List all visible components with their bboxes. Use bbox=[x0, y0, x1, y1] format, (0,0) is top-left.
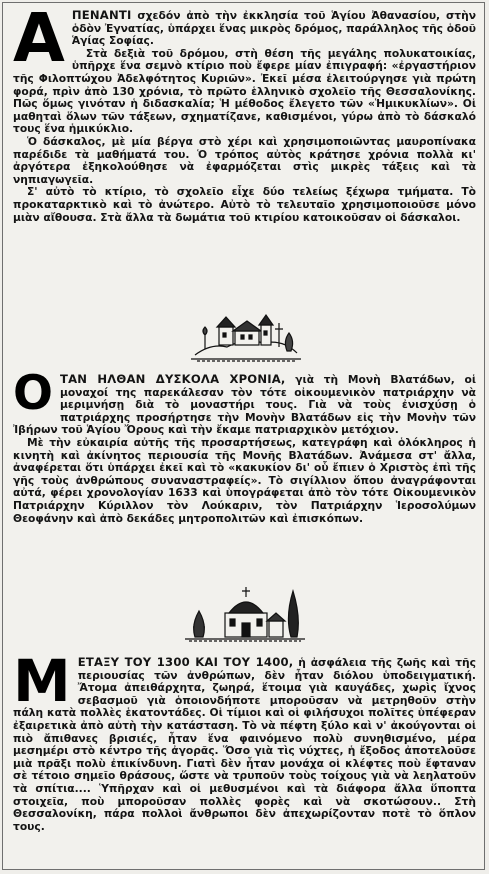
paragraph-1: γιὰ τὴ Μονὴ Βλατάδων, οἱ μοναχοί της παρεκάλεσαν τὸν τότε οἰκουμενικὸν πατριάρχην νὰ μεριμνήσῃ διὰ τὸ μοναστήρι τους. Γιὰ νὰ τοὺς ἐνισχύσῃ ὁ πατριάρχης προσήρτησε τὴν Μονὴν Βλατάδων εἰς τὴν Μονὴν τῶν Ἰβήρων τοῦ Ἁγίου Ὄρους καὶ τὴν ἔκαμε πατριαρχικὸν μετόχιον. bbox=[13, 373, 476, 437]
newspaper-column bbox=[2, 2, 485, 870]
lead-word: ΕΤΑΞΥ ΤΟΥ 1300 ΚΑΙ ΤΟΥ 1400, bbox=[77, 655, 294, 669]
paragraph-1: ἡ ἀσφάλεια τῆς ζωῆς καὶ τῆς περιουσίας τῶν ἀνθρώπων, δὲν ἦταν διόλου ὑποδειγματική. Ἄτομα ἀπειθάρχητα, ζωηρά, ἕτοιμα γιὰ καυγάδες, χωρὶς ἴχνος σεβασμοῦ γιὰ ὁποιονδήποτε μποροῦσαν νὰ μετρηθοῦν στὴν πάλη κατὰ πολλὲς ἑκατοντάδες. Οἱ τίμιοι καὶ οἱ φιλήσυχοι πολῖτες ὑπέφεραν ἐξαιρετικὰ ἀπὸ αὐτὴ τὴν κατάσταση. Τὸ νὰ πέφτη ξύλο καὶ ν' ἀκούγονται οἱ πιὸ ἄπιθανες βρισιές, ἦταν ἕνα φαινόμενο πολὺ συνηθισμένο, μέρα μεσημέρι στὸ κέντρο τῆς ἀγορᾶς. Ὅσο γιὰ τὶς νύχτες, ἡ ἔξοδος ἀποτελοῦσε μιὰ πρᾶξι πολὺ ἐπικίνδυνη. Γιατὶ δὲν ἦταν μονάχα οἱ κλέφτες ποὺ ἔφταναν σὲ τέτοιο σημεῖο θράσους, ὥστε νὰ τρυποῦν τοὺς τοίχους γιὰ νὰ λεηλατοῦν τὰ σπίτια.... Ὑπῆρχαν καὶ οἱ μεθυσμένοι καὶ τὰ διάφορα ἄλλα ὕποπτα στοιχεῖα, ποὺ μποροῦσαν πολλὲς φορὲς καὶ νὰ σκοτώσουν.. Στὴ Θεσσαλονίκη, πάρα πολλοὶ ἄνθρωποι δὲν ἀπεχωρίζονταν ποτὲ τὸ ὅπλον τους. bbox=[13, 656, 476, 833]
article-school bbox=[13, 2, 476, 224]
paragraph-2: Στὰ δεξιὰ τοῦ δρόμου, στὴ θέση τῆς μεγάλης πολυκατοικίας, ὑπῆρχε ἕνα σεμνὸ κτίριο ποὺ ἔφερε μίαν ἐπιγραφή: «ἐργαστήριον τῆς Φιλοπτώχου Ἀδελφότητος Κυριῶν». Ἐκεῖ μέσα ἐλειτούργησε γιὰ πρώτη φορά, πρὶν ἀπὸ 130 χρόνια, τὸ πρῶτο ἑλληνικὸ σχολεῖο τῆς Θεσσαλονίκης. Πῶς ὅμως γινόταν ἡ διδασκαλία; Ἡ μέθοδος ἔλεγετο τῶν «Ἡμικυκλίων». Οἱ μαθηταὶ ὅλων τῶν τάξεων, σχηματίζανε, καθισμένοι, γύρω ἀπὸ τὸ δάσκαλό τους ἕνα ἡμικύκλιο. bbox=[13, 46, 476, 136]
article-vlatadon bbox=[13, 366, 476, 525]
paragraph-3: Ὁ δάσκαλος, μὲ μία βέργα στὸ χέρι καὶ χρησιμοποιῶντας μαυροπίνακα παρέδιδε τὰ μαθήματά του. Ὁ τρόπος αὐτὸς κράτησε χρόνια πολλὰ κι' ἀργότερα ἐξηκολούθησε νὰ ἐφαρμόζεται στὶς μικρὲς τάξεις καὶ τὰ νηπιαγωγεῖα. bbox=[13, 134, 476, 186]
lead-word: ΠΕΝΑΝΤΙ bbox=[71, 8, 132, 22]
paragraph-1: σχεδόν ἀπὸ τὴν ἐκκλησία τοῦ Ἁγίου Ἀθανασίου, στὴν ὁδὸν Ἐγνατίας, ὑπάρχει ἕνας μικρὸς δρόμος, παράλληλος τῆς ὁδοῦ Ἁγίας Σοφίας. bbox=[71, 9, 476, 48]
dropcap-omicron: Ο bbox=[13, 366, 53, 421]
monastery-vignette-icon bbox=[191, 303, 301, 365]
article-insecurity bbox=[13, 647, 476, 833]
church-vignette-icon bbox=[185, 583, 305, 645]
paragraph-2: Μὲ τὴν εὐκαιρία αὐτῆς τῆς προσαρτήσεως, κατεγράφη καὶ ὁλόκληρος ἡ κινητὴ καὶ ἀκίνητος περιουσία τῆς Μονῆς Βλατάδων. Ἀνάμεσα στ' ἄλλα, ἀναφέρεται ὅτι ὑπάρχει ἐκεῖ καὶ τὸ «κακυκίον δι' οὗ ἔπιεν ὁ Χριστὸς ἐπὶ τῆς γῆς τοὺς ἀνθρώπους συναναστραφείς». Τὸ σιγίλλιον ὅπου ἀναγράφονται αὐτά, φέρει χρονολογίαν 1633 καὶ ὑπογράφεται ἀπὸ τὸν τότε Οἰκουμενικὸν Πατριάρχην Κύριλλον τὸν Λούκαριν, τὸν Πατριάρχην Ἱεροσολύμων Θεοφάνην καὶ ἀπὸ δεκάδες μητροπολιτῶν καὶ ἐπισκόπων. bbox=[13, 435, 476, 525]
paragraph-4: Σ' αὐτὸ τὸ κτίριο, τὸ σχολεῖο εἶχε δύο τελείως ξέχωρα τμήματα. Τὸ προκαταρκτικὸ καὶ τὸ ἀνώτερο. Αὐτὸ τὸ τελευταῖο χρησιμοποιοῦσε μόνο μιὰν αἴθουσα. Στὰ ἄλλα τὰ δωμάτια τοῦ κτιρίου κατοικοῦσαν οἱ δάσκαλοι. bbox=[13, 185, 476, 224]
dropcap-mu: Μ bbox=[13, 647, 71, 715]
lead-word: ΤΑΝ ΗΛΘΑΝ ΔΥΣΚΟΛΑ ΧΡΟΝΙΑ, bbox=[59, 372, 286, 386]
dropcap-alpha: Α bbox=[13, 2, 65, 77]
